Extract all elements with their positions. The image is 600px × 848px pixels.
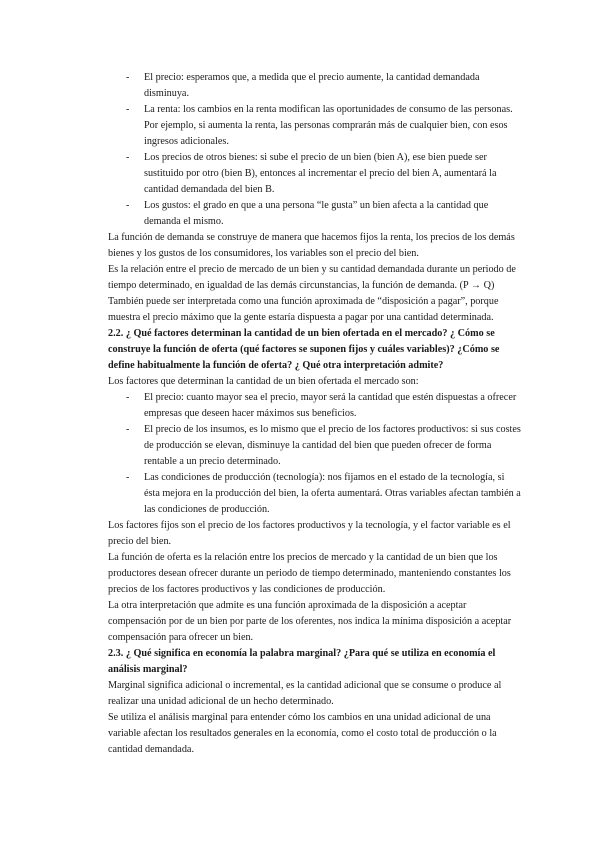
list-item: - Las condiciones de producción (tecnología): nos fijamos en el estado de la tecnología, si ésta mejora en la producción del bien, la oferta aumentará. Otras variables afectan también a las condiciones de producción. xyxy=(126,472,521,515)
bullet-dash: - xyxy=(126,472,130,483)
section-heading: 2.2. ¿ Qué factores determinan la cantidad de un bien ofertada en el mercado? ¿ Cómo se construye la función de oferta (qué factores se suponen fijos y cuáles variables)? ¿Cómo se define habitualmente la función de oferta? ¿ Qué otra interpretación admite? xyxy=(108,328,500,371)
bullet-dash: - xyxy=(126,152,130,163)
paragraph: La función de oferta es la relación entre los precios de mercado y la cantidad de un bien que los productores desean ofrecer durante un periodo de tiempo determinado, manteniendo constantes los precios de los factores productivos y las condiciones de producción. xyxy=(108,552,511,595)
paragraph: Los factores que determinan la cantidad de un bien ofertada el mercado son: xyxy=(108,376,419,387)
bullet-dash: - xyxy=(126,424,130,435)
bullet-dash: - xyxy=(126,104,130,115)
section-heading: 2.3. ¿ Qué significa en economía la palabra marginal? ¿Para qué se utiliza en economía el análisis marginal? xyxy=(108,648,496,675)
list-item: - Los precios de otros bienes: si sube el precio de un bien (bien A), ese bien puede ser sustituido por otro (bien B), entonces al incrementar el precio del bien A, aumentará la cantidad demandada del bien B. xyxy=(126,152,497,195)
list-item: - El precio: esperamos que, a medida que el precio aumente, la cantidad demandada disminuya. xyxy=(126,72,480,99)
paragraph: La otra interpretación que admite es una función aproximada de la disposición a aceptar compensación por de un bien por parte de los oferentes, nos indica la mínima disposición a aceptar compensación para ofrecer un bien. xyxy=(108,600,512,643)
supply-factors-list xyxy=(108,390,522,518)
bullet-dash: - xyxy=(126,200,130,211)
list-item: - La renta: los cambios en la renta modifican las oportunidades de consumo de las personas. Por ejemplo, si aumenta la renta, las personas comprarán más de cualquier bien, con esos ingresos adicionales. xyxy=(126,104,513,147)
list-item: - El precio de los insumos, es lo mismo que el precio de los factores productivos: si sus costes de producción se elevan, disminuye la cantidad del bien que pueden ofrecer de forma rentable a un precio determinado. xyxy=(126,424,521,467)
list-item: - El precio: cuanto mayor sea el precio, mayor será la cantidad que estén dispuestas a ofrecer empresas que deseen hacer máximos sus beneficios. xyxy=(126,392,517,419)
paragraph: Es la relación entre el precio de mercado de un bien y su cantidad demandada durante un periodo de tiempo determinado, en igualdad de las demás circunstancias, la función de demanda. (P → Q) xyxy=(108,264,516,291)
paragraph: Se utiliza el análisis marginal para entender cómo los cambios en una unidad adicional de una variable afectan los resultados generales en la economía, como el costo total de producción o la cantidad demandada. xyxy=(108,712,497,755)
page-content xyxy=(108,70,522,758)
list-item: - Los gustos: el grado en que a una persona “le gusta” un bien afecta a la cantidad que demanda el mismo. xyxy=(126,200,489,227)
paragraph: La función de demanda se construye de manera que hacemos fijos la renta, los precios de los demás bienes y los gustos de los consumidores, los variables son el precio del bien. xyxy=(108,232,515,259)
bullet-dash: - xyxy=(126,392,130,403)
paragraph: Marginal significa adicional o incremental, es la cantidad adicional que se consume o produce al realizar una unidad adicional de un hecho determinado. xyxy=(108,680,502,707)
bullet-dash: - xyxy=(126,72,130,83)
paragraph: Los factores fijos son el precio de los factores productivos y la tecnología, y el factor variable es el precio del bien. xyxy=(108,520,511,547)
demand-factors-list xyxy=(108,70,522,230)
paragraph: También puede ser interpretada como una función aproximada de “disposición a pagar”, porque muestra el precio máximo que la gente estaría dispuesta a pagar por una cantidad determinada. xyxy=(108,296,499,323)
